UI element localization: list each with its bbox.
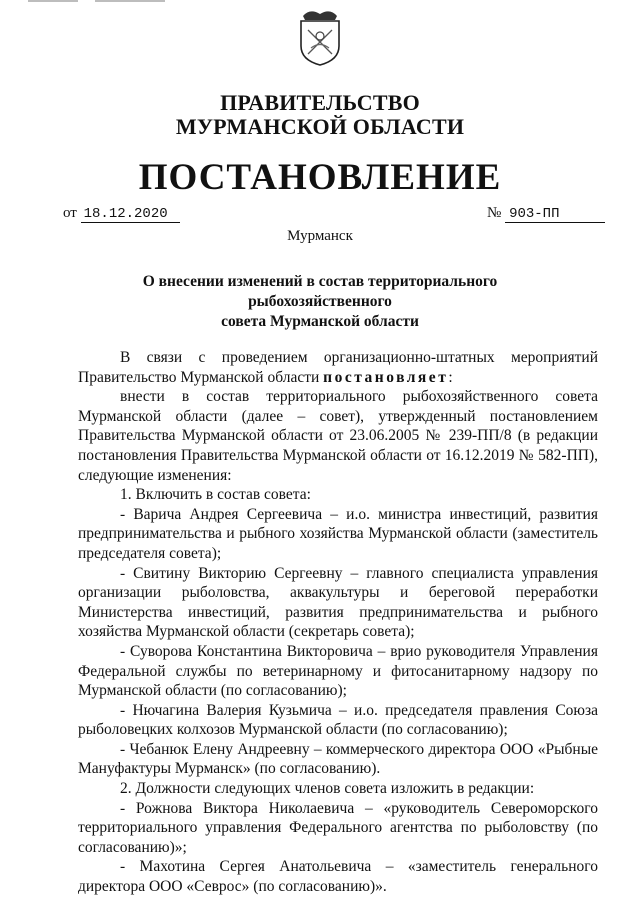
document-number [487, 205, 605, 223]
list-item-makhotin: - Махотина Сергея Анатольевича – «заместитель генерального директора ООО «Севрос» (по согласованию)». [78, 858, 598, 896]
paragraph-decision: внести в состав территориального рыбохозяйственного совета Мурманской области (далее – совет), утвержденный постановлением Правительства Мурманской области от 23.06.2005 № 239-ПП/8 (в редакции постановления Правительства Мурманской области от 16.12.2019 № 582-ПП), следующие изменения: [78, 388, 598, 484]
number-prefix: № [487, 205, 502, 221]
title-line1: О внесении изменений в состав территориального рыбохозяйственного [142, 273, 498, 310]
resolves-word: постановляет [323, 368, 449, 386]
date-value: 18.12.2020 [81, 206, 180, 223]
preamble-text: В связи с проведением организационно-штатных мероприятий Правительство Мурманской области [78, 349, 598, 386]
scan-edge-line-right [95, 0, 165, 2]
org-name-line2: МУРМАНСКОЙ ОБЛАСТИ [175, 114, 465, 139]
title-line2: совета Мурманской области [221, 313, 419, 330]
date-prefix: от [63, 205, 77, 221]
document-title [70, 272, 570, 332]
city-name: Мурманск [287, 228, 353, 244]
list-item-chebanyuk: - Чебанюк Елену Андреевну – коммерческого директора ООО «Рыбные Мануфактуры Мурманск» (по согласованию). [78, 740, 598, 778]
org-name-line1: ПРАВИТЕЛЬСТВО [220, 90, 420, 115]
list-item-varich: - Варича Андрея Сергеевича – и.о. министра инвестиций, развития предпринимательства и рыбного хозяйства Мурманской области (заместитель председателя совета); [78, 505, 598, 562]
paragraph-item-1: 1. Включить в состав совета: [120, 486, 311, 504]
preamble-colon: : [448, 368, 453, 386]
number-value: 903-ПП [505, 206, 605, 223]
list-item-suvorov: - Суворова Константина Викторовича – врио руководителя Управления Федеральной службы по ветеринарному и фитосанитарному надзору по Мурманской области (по согласованию); [78, 642, 598, 700]
list-item-nyuchagin: - Нючагина Валерия Кузьмича – и.о. председателя правления Союза рыболовецких колхозов Мурманской области (по согласованию); [78, 701, 598, 739]
scan-edge-line-left [28, 0, 78, 2]
coat-of-arms-icon [295, 8, 345, 66]
list-item-rozhnov: - Рожнова Виктора Николаевича – «руководитель Североморского территориального управления Федерального агентства по рыболовству (по согласованию)»; [78, 799, 598, 856]
document-body [78, 348, 598, 897]
list-item-svitina: - Свитину Викторию Сергеевну – главного специалиста управления организации рыболовства, аквакультуры и береговой переработки Министерства инвестиций, развития предпринимательства и рыбного хозяйства Мурманской области (секретарь совета); [78, 564, 598, 641]
document-type-heading: ПОСТАНОВЛЕНИЕ [138, 157, 502, 198]
paragraph-item-2: 2. Должности следующих членов совета изложить в редакции: [120, 780, 535, 798]
document-date [63, 205, 180, 223]
paragraph-preamble [78, 348, 598, 387]
